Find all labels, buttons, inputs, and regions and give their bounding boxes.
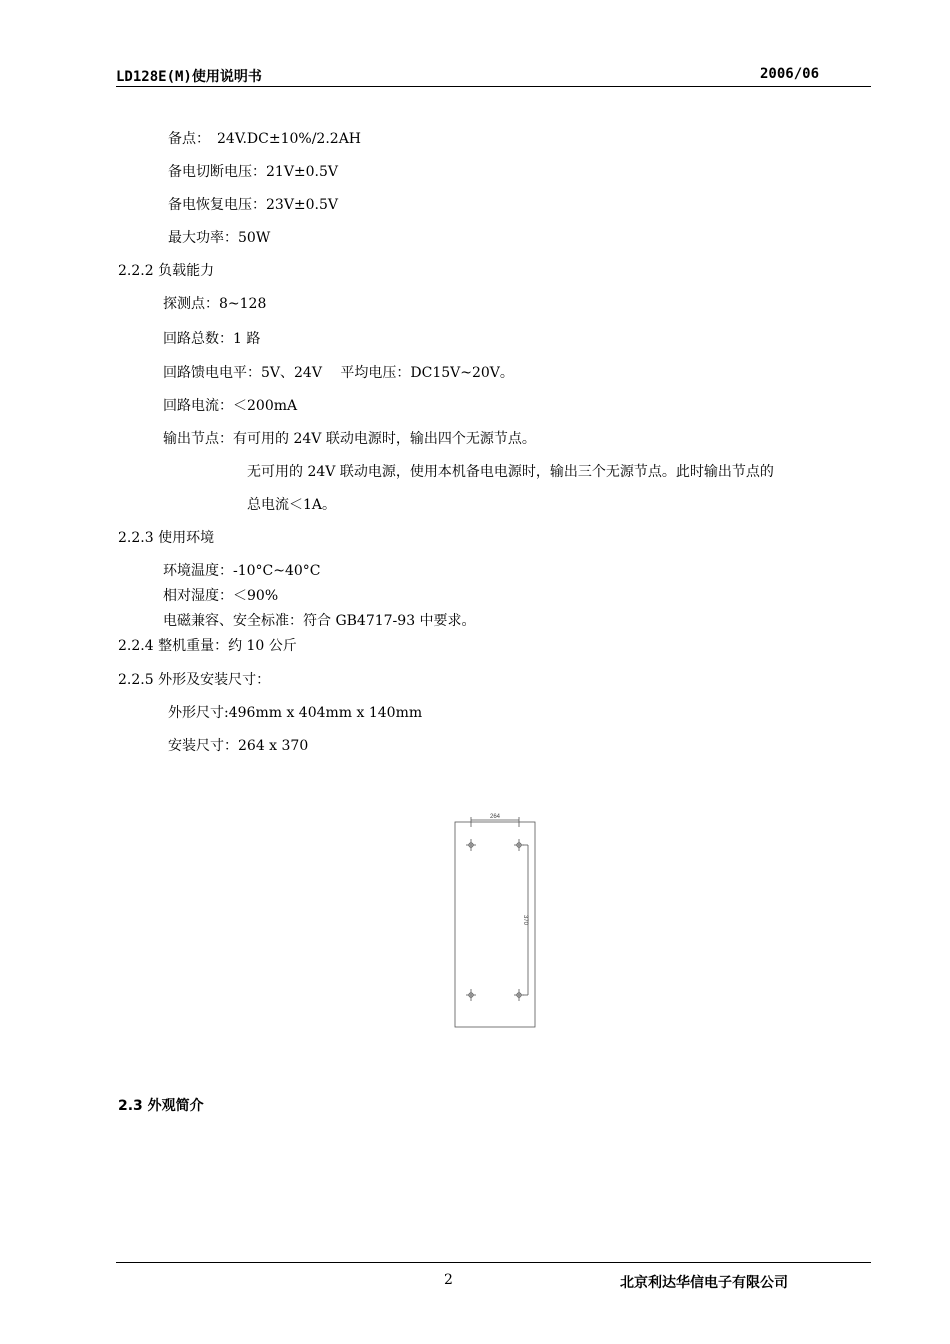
line-loop-feed: 回路馈电电平：5V、24V 平均电压：DC15V~20V。	[163, 365, 514, 381]
mount-hole-bottom-left	[466, 989, 476, 1001]
line-outline-size: 外形尺寸:496mm x 404mm x 140mm	[168, 705, 423, 721]
section-heading-2-2-2: 2.2.2 负载能力	[118, 263, 215, 279]
section-heading-2-2-5: 2.2.5 外形及安装尺寸：	[118, 672, 271, 688]
header-date: 2006/06	[760, 66, 820, 82]
line-env-temp: 环境温度：-10°C~40°C	[163, 563, 321, 579]
header-title: LD128E(M)使用说明书	[116, 69, 262, 85]
section-heading-2-2-3: 2.2.3 使用环境	[118, 530, 215, 546]
footer-company: 北京利达华信电子有限公司	[620, 1275, 788, 1291]
mount-hole-top-right	[514, 839, 524, 851]
line-output-node-3: 总电流＜1A。	[247, 497, 337, 513]
mount-hole-top-left	[466, 839, 476, 851]
section-heading-2-3: 2.3 外观简介	[118, 1098, 204, 1114]
mount-hole-bottom-right	[514, 989, 524, 1001]
line-recovery-voltage: 备电恢复电压：23V±0.5V	[168, 197, 339, 213]
line-output-node-2: 无可用的 24V 联动电源，使用本机备电电源时，输出三个无源节点。此时输出节点的	[247, 464, 774, 480]
line-output-node-1: 输出节点：有可用的 24V 联动电源时，输出四个无源节点。	[163, 431, 536, 447]
line-mount-size: 安装尺寸：264 x 370	[168, 738, 309, 754]
line-emc: 电磁兼容、安全标准：符合 GB4717-93 中要求。	[163, 613, 476, 629]
mounting-dimension-drawing	[450, 805, 540, 1030]
line-loop-total: 回路总数：1 路	[163, 331, 261, 347]
line-cutoff-voltage: 备电切断电压：21V±0.5V	[168, 164, 339, 180]
footer-rule	[116, 1262, 871, 1263]
dim-label-width: 264	[489, 814, 501, 820]
header-rule	[116, 86, 871, 87]
page-number: 2	[444, 1272, 453, 1288]
line-max-power: 最大功率：50W	[168, 230, 271, 246]
section-heading-2-2-4: 2.2.4 整机重量：约 10 公斤	[118, 638, 297, 654]
line-detect-points: 探测点：8~128	[163, 296, 267, 312]
line-backup-point: 备点： 24V.DC±10%/2.2AH	[168, 131, 362, 147]
line-humidity: 相对湿度：＜90%	[163, 588, 279, 604]
line-loop-current: 回路电流：＜200mA	[163, 398, 298, 414]
dim-label-height: 370	[522, 914, 528, 926]
